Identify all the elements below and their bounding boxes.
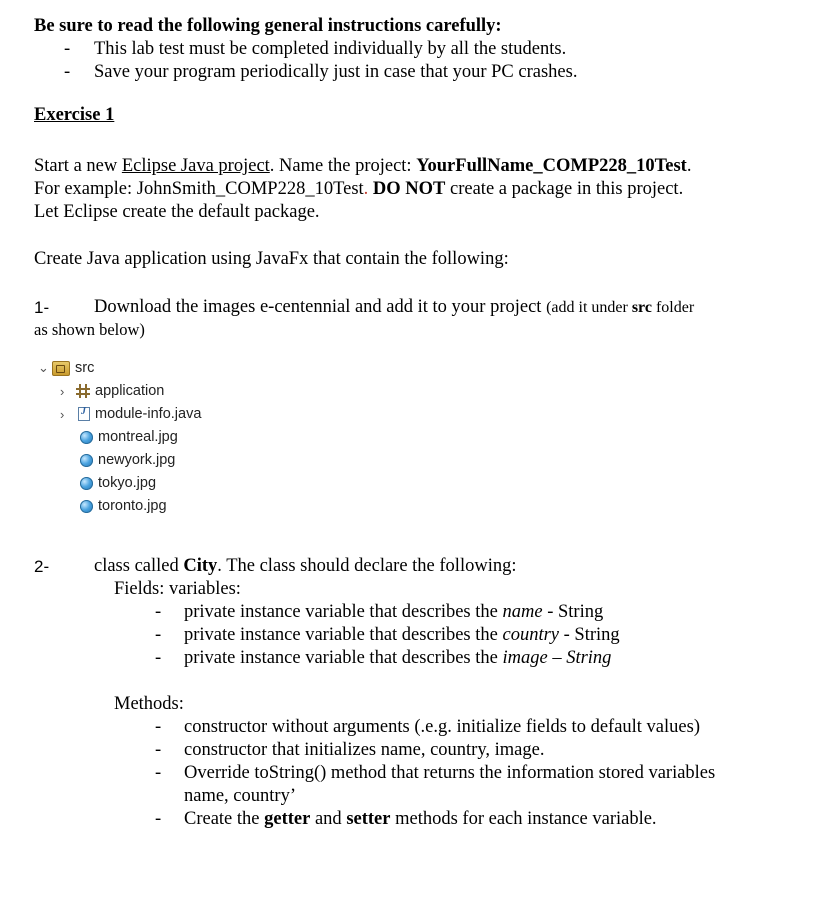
src-bold: src [631,299,652,316]
field-name: country [502,625,559,645]
bullet-dash: - [155,763,162,783]
instructions-heading: Be sure to read the following general instructions carefully: [34,16,502,36]
image-file-icon [80,454,93,467]
tree-item-label: montreal.jpg [98,429,178,445]
tree-item[interactable] [80,496,167,516]
field-name: name [502,602,543,622]
bullet-dash: - [64,39,71,59]
create-line: Create Java application using JavaFx that contain the following: [34,249,509,269]
step-2-main: class called [94,556,184,576]
intro-line-2 [34,178,683,201]
eclipse-link[interactable]: Eclipse Java project [121,156,270,176]
bullet-dash: - [155,740,162,760]
tree-item-label: tokyo.jpg [98,475,157,491]
package-icon [76,384,90,398]
method-item: constructor without arguments (.e.g. initialize fields to default values) [184,717,700,737]
methods-label: Methods: [114,694,184,714]
tree-item-label: newyork.jpg [98,452,176,468]
tree-item[interactable] [80,473,156,493]
method-text: methods for each instance variable. [390,809,657,829]
tree-item[interactable] [80,450,175,470]
step-1-number: 1- [34,298,50,317]
intro-line-3: Let Eclipse create the default package. [34,202,320,222]
step-1-main: Download the images e-centennial and add it to your project [94,297,547,317]
step-1-line-2: as shown below) [34,320,145,339]
step-2-text [94,555,516,578]
method-item-continued: name, country’ [184,786,296,806]
image-file-icon [80,431,93,444]
bullet-dash: - [155,648,162,668]
intro-line-1 [34,155,691,178]
step-2-main: . The class should declare the following: [217,556,517,576]
tree-item-label: toronto.jpg [98,498,167,514]
tree-root[interactable] [38,358,94,378]
instruction-item: Save your program periodically just in case that your PC crashes. [94,62,578,82]
getter-bold: getter [264,809,311,829]
method-item [184,808,657,831]
image-file-icon [80,500,93,513]
chevron-down-icon[interactable]: ⌄ [38,360,49,375]
bullet-dash: - [155,809,162,829]
tree-item-label: module-info.java [95,406,202,422]
intro-text: Start a new [34,156,122,176]
step-1-small: (add it under [546,299,632,316]
image-file-icon [80,477,93,490]
chevron-right-icon[interactable]: › [60,406,65,422]
field-text: private instance variable that describes the [184,625,503,645]
field-item [184,647,611,670]
intro-dot: . [363,179,369,199]
field-item [184,624,620,647]
bullet-dash: - [155,602,162,622]
step-1-text [94,296,694,319]
do-not-text: DO NOT [368,179,446,199]
tree-root-label: src [75,360,95,376]
field-text: private instance variable that describes the [184,602,503,622]
field-type: - String [542,602,604,622]
field-text: private instance variable that describes the [184,648,503,668]
step-2-number: 2- [34,557,50,576]
project-name: YourFullName_COMP228_10Test [416,156,687,176]
instruction-item: This lab test must be completed individually by all the students. [94,39,567,59]
tree-item-label: application [95,383,165,399]
step-1-small: folder [651,299,695,316]
bullet-dash: - [155,625,162,645]
intro-text: For example: JohnSmith_COMP228_10Test [34,179,364,199]
bullet-dash: - [155,717,162,737]
exercise-title: Exercise 1 [34,105,115,125]
field-item [184,601,603,624]
source-folder-icon [52,361,70,376]
intro-text: create a package in this project. [445,179,684,199]
field-name: image – String [502,648,612,668]
method-item: Override toString() method that returns the information stored variables [184,763,716,783]
fields-label: Fields: variables: [114,579,241,599]
tree-item[interactable] [60,381,164,401]
method-text: Create the [184,809,265,829]
class-name: City [183,556,218,576]
method-item: constructor that initializes name, country, image. [184,740,545,760]
java-file-icon [78,407,90,421]
tree-item[interactable] [60,404,207,424]
intro-text: . Name the project: [269,156,417,176]
field-type: - String [559,625,620,645]
chevron-right-icon[interactable]: › [60,383,65,399]
tree-item[interactable] [80,427,178,447]
setter-bold: setter [346,809,391,829]
method-text: and [310,809,347,829]
bullet-dash: - [64,62,71,82]
intro-text: . [686,156,692,176]
